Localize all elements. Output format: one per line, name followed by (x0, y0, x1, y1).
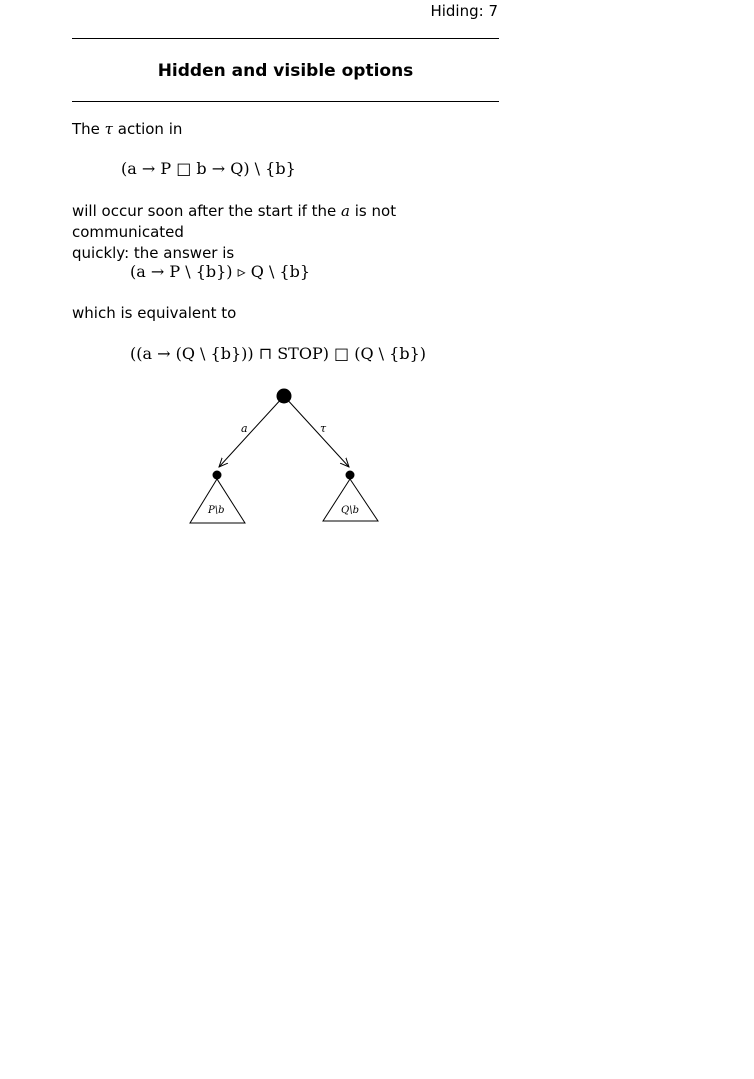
edge-a-label: a (241, 422, 248, 435)
edge-tau (284, 396, 349, 467)
explanation-line1-prefix: will occur soon after the start if the (72, 202, 342, 220)
explanation-line1-suffix: is not communicated (72, 202, 397, 241)
formula-equivalent: ((a → (Q \ {b})) ⊓ STOP) □ (Q \ {b}) (130, 344, 426, 363)
event-a-symbol: a (341, 202, 350, 220)
explanation-line2: quickly: the answer is (72, 244, 235, 262)
page-title: Hidden and visible options (157, 61, 414, 81)
formula-timeout: (a → P \ {b}) ▹ Q \ {b} (130, 262, 311, 281)
intro-suffix: action in (112, 120, 183, 138)
edge-a (219, 396, 284, 467)
intro-prefix: The (72, 120, 105, 138)
running-header: Hiding: 7 (430, 2, 498, 20)
right-leaf-label: Q\b (341, 505, 359, 516)
formula-external-choice: (a → P □ b → Q) \ {b} (121, 159, 296, 178)
left-leaf-label: P\b (208, 505, 225, 516)
tau-symbol: τ (104, 120, 113, 138)
paragraph-equivalent: which is equivalent to (72, 304, 237, 322)
left-subtree-triangle (190, 479, 245, 523)
edge-tau-label: τ (320, 422, 327, 435)
